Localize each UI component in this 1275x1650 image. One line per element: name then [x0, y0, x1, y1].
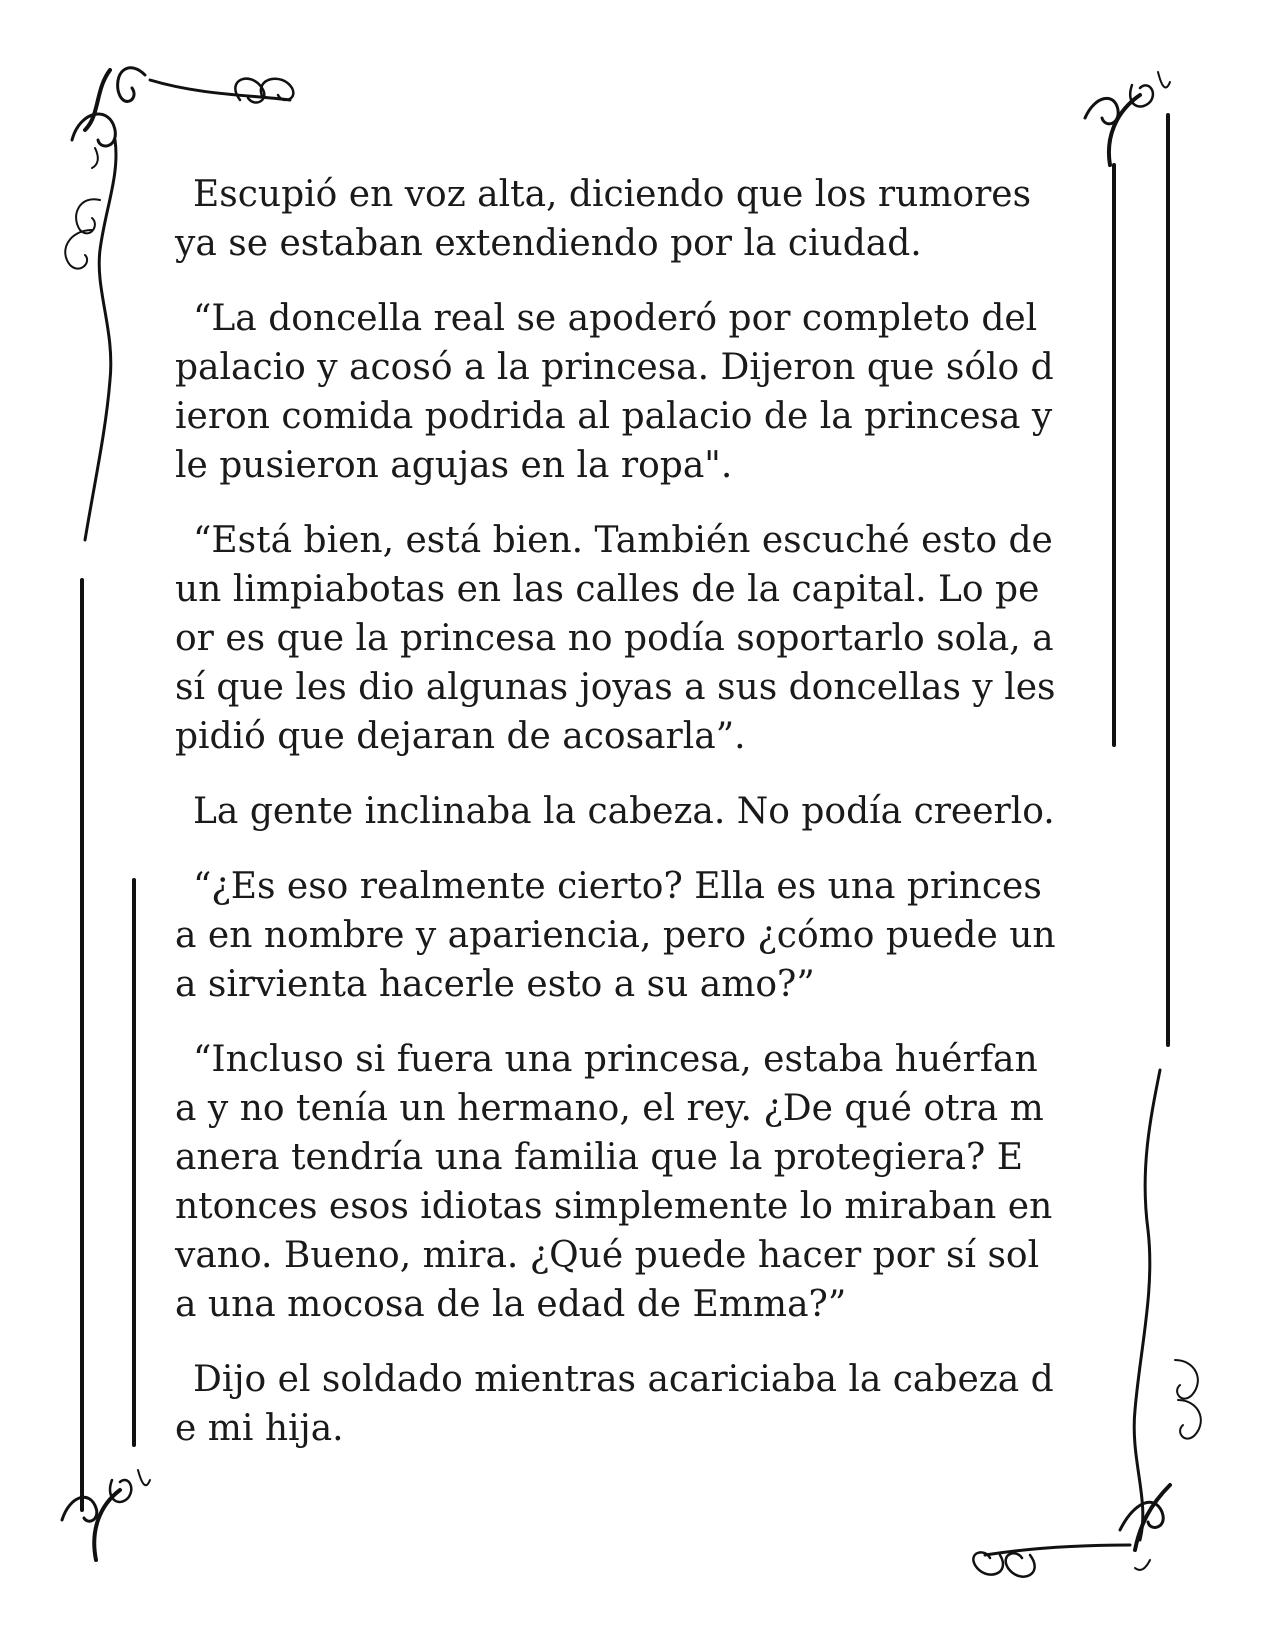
text-line: or es que la princesa no podía soportarlo sola, a [175, 618, 1054, 659]
text-line: sí que les dio algunas joyas a sus doncellas y les [175, 667, 1056, 708]
text-line: a en nombre y apariencia, pero ¿cómo puede un [175, 915, 1056, 956]
paragraph-3 [175, 516, 1105, 761]
text-line: Escupió en voz alta, diciendo que los rumores [193, 174, 1032, 215]
text-line: a sirvienta hacerle esto a su amo?” [175, 964, 815, 1005]
text-line: palacio y acosó a la princesa. Dijeron que sólo d [175, 347, 1054, 388]
story-text [175, 170, 1105, 1479]
text-line: “La doncella real se apoderó por completo del [193, 298, 1038, 339]
text-line: ya se estaban extendiendo por la ciudad. [175, 223, 922, 264]
text-line: “Está bien, está bien. También escuché esto de [193, 520, 1053, 561]
text-line: vano. Bueno, mira. ¿Qué puede hacer por sí sol [175, 1235, 1040, 1276]
text-line: e mi hija. [175, 1408, 344, 1449]
text-line: a y no tenía un hermano, el rey. ¿De qué otra m [175, 1088, 1044, 1129]
text-line: “Incluso si fuera una princesa, estaba huérfan [193, 1039, 1038, 1080]
text-line: le pusieron agujas en la ropa". [175, 445, 733, 486]
paragraph-6 [175, 1035, 1105, 1329]
paragraph-5 [175, 862, 1105, 1009]
paragraph-4 [175, 787, 1105, 836]
paragraph-2 [175, 294, 1105, 490]
text-line: Dijo el soldado mientras acariciaba la cabeza d [193, 1359, 1054, 1400]
paragraph-7 [175, 1355, 1105, 1453]
text-line: ieron comida podrida al palacio de la princesa y [175, 396, 1053, 437]
paragraph-1 [175, 170, 1105, 268]
text-line: “¿Es eso realmente cierto? Ella es una princes [193, 866, 1042, 907]
text-line: La gente inclinaba la cabeza. No podía creerlo. [193, 791, 1055, 832]
text-line: anera tendría una familia que la protegiera? E [175, 1137, 1024, 1178]
bottom-left-flourish-icon [62, 1470, 150, 1560]
text-line: pidió que dejaran de acosarla”. [175, 716, 746, 757]
top-right-flourish-icon [1085, 72, 1170, 165]
text-line: a una mocosa de la edad de Emma?” [175, 1284, 847, 1325]
text-line: ntonces esos idiotas simplemente lo miraban en [175, 1186, 1053, 1227]
text-line: un limpiabotas en las calles de la capital. Lo pe [175, 569, 1040, 610]
